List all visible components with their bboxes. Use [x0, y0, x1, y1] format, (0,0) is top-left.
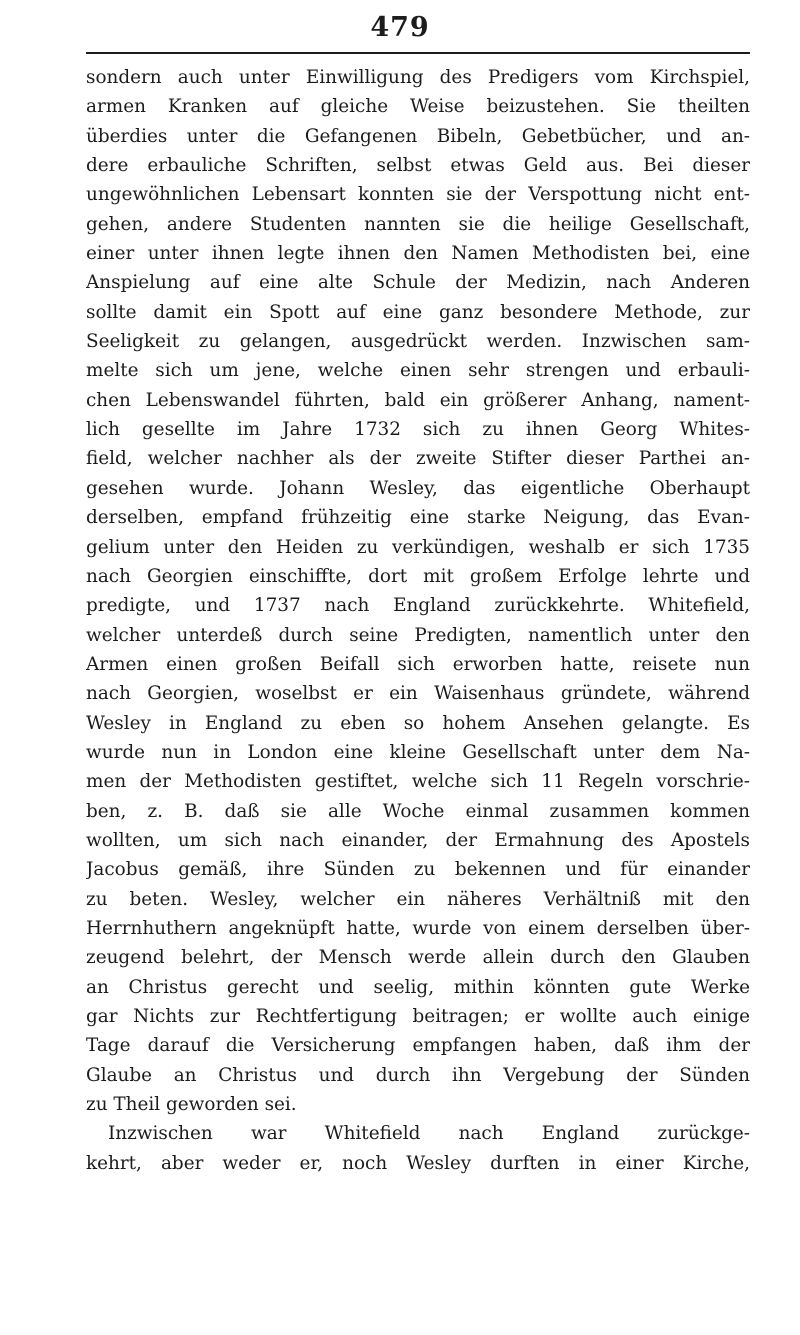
- text-line: zu beten. Wesley, welcher ein näheres Verhältniß mit den: [86, 888, 750, 910]
- paragraph-start-line: Inzwischen war Whitefield nach England zurückge-: [108, 1123, 750, 1145]
- text-line: welcher unterdeß durch seine Predigten, namentlich unter den: [86, 624, 750, 646]
- text-line: zeugend belehrt, der Mensch werde allein durch den Glauben: [86, 947, 750, 969]
- body-text: [86, 63, 750, 1178]
- text-line: men der Methodisten gestiftet, welche sich 11 Regeln vorschrie-: [86, 771, 750, 793]
- text-line: Seeligkeit zu gelangen, ausgedrückt werden. Inzwischen sam-: [86, 331, 750, 353]
- text-line: gar Nichts zur Rechtfertigung beitragen; er wollte auch einige: [86, 1006, 750, 1027]
- text-line: lich gesellte im Jahre 1732 sich zu ihnen Georg Whites-: [86, 419, 750, 441]
- text-line: dere erbauliche Schriften, selbst etwas Geld aus. Bei dieser: [86, 155, 750, 177]
- text-line: gehen, andere Studenten nannten sie die heilige Gesellschaft,: [86, 213, 750, 235]
- text-line: sollte damit ein Spott auf eine ganz besondere Methode, zur: [86, 301, 750, 323]
- text-line: melte sich um jene, welche einen sehr strengen und erbauli-: [86, 360, 750, 382]
- text-line: sondern auch unter Einwilligung des Predigers vom Kirchspiel,: [86, 67, 750, 88]
- text-line: armen Kranken auf gleiche Weise beizustehen. Sie theilten: [86, 96, 750, 118]
- text-line: Herrnhuthern angeknüpft hatte, wurde von einem derselben über-: [86, 917, 750, 939]
- text-line: Glaube an Christus und durch ihn Vergebung der Sünden: [86, 1064, 750, 1086]
- text-line: kehrt, aber weder er, noch Wesley durften in einer Kirche,: [86, 1152, 750, 1174]
- text-line: an Christus gerecht und seelig, mithin könnten gute Werke: [86, 976, 750, 998]
- text-line: nach Georgien, woselbst er ein Waisenhaus gründete, während: [86, 683, 750, 705]
- text-line: Anspielung auf eine alte Schule der Medizin, nach Anderen: [86, 272, 750, 294]
- page-number: 479: [370, 12, 430, 43]
- text-line: Armen einen großen Beifall sich erworben hatte, reisete nun: [86, 653, 750, 675]
- text-line: Jacobus gemäß, ihre Sünden zu bekennen und für einander: [86, 859, 750, 881]
- text-line: chen Lebenswandel führten, bald ein größerer Anhang, nament-: [86, 389, 750, 411]
- text-line: einer unter ihnen legte ihnen den Namen Methodisten bei, eine: [86, 243, 750, 265]
- text-line: gelium unter den Heiden zu verkündigen, weshalb er sich 1735: [86, 536, 750, 558]
- text-line: wurde nun in London eine kleine Gesellschaft unter dem Na-: [86, 741, 750, 763]
- text-line: gesehen wurde. Johann Wesley, das eigentliche Oberhaupt: [86, 477, 750, 499]
- text-line: ungewöhnlichen Lebensart konnten sie der Verspottung nicht ent-: [86, 184, 750, 206]
- text-line: überdies unter die Gefangenen Bibeln, Gebetbücher, und an-: [86, 125, 750, 147]
- text-line: Wesley in England zu eben so hohem Ansehen gelangte. Es: [86, 712, 750, 734]
- text-line: Tage darauf die Versicherung empfangen haben, daß ihm der: [86, 1035, 750, 1057]
- header-rule: [86, 52, 750, 54]
- text-line: wollten, um sich nach einander, der Ermahnung des Apostels: [86, 829, 750, 851]
- text-line: derselben, empfand frühzeitig eine starke Neigung, das Evan-: [86, 507, 750, 529]
- text-line: field, welcher nachher als der zweite Stifter dieser Parthei an-: [86, 448, 750, 470]
- text-line: predigte, und 1737 nach England zurückkehrte. Whitefield,: [86, 595, 750, 617]
- text-line: ben, z. B. daß sie alle Woche einmal zusammen kommen: [86, 800, 750, 822]
- text-line: nach Georgien einschiffte, dort mit großem Erfolge lehrte und: [86, 565, 750, 587]
- paragraph-end-line: zu Theil geworden sei.: [86, 1094, 297, 1116]
